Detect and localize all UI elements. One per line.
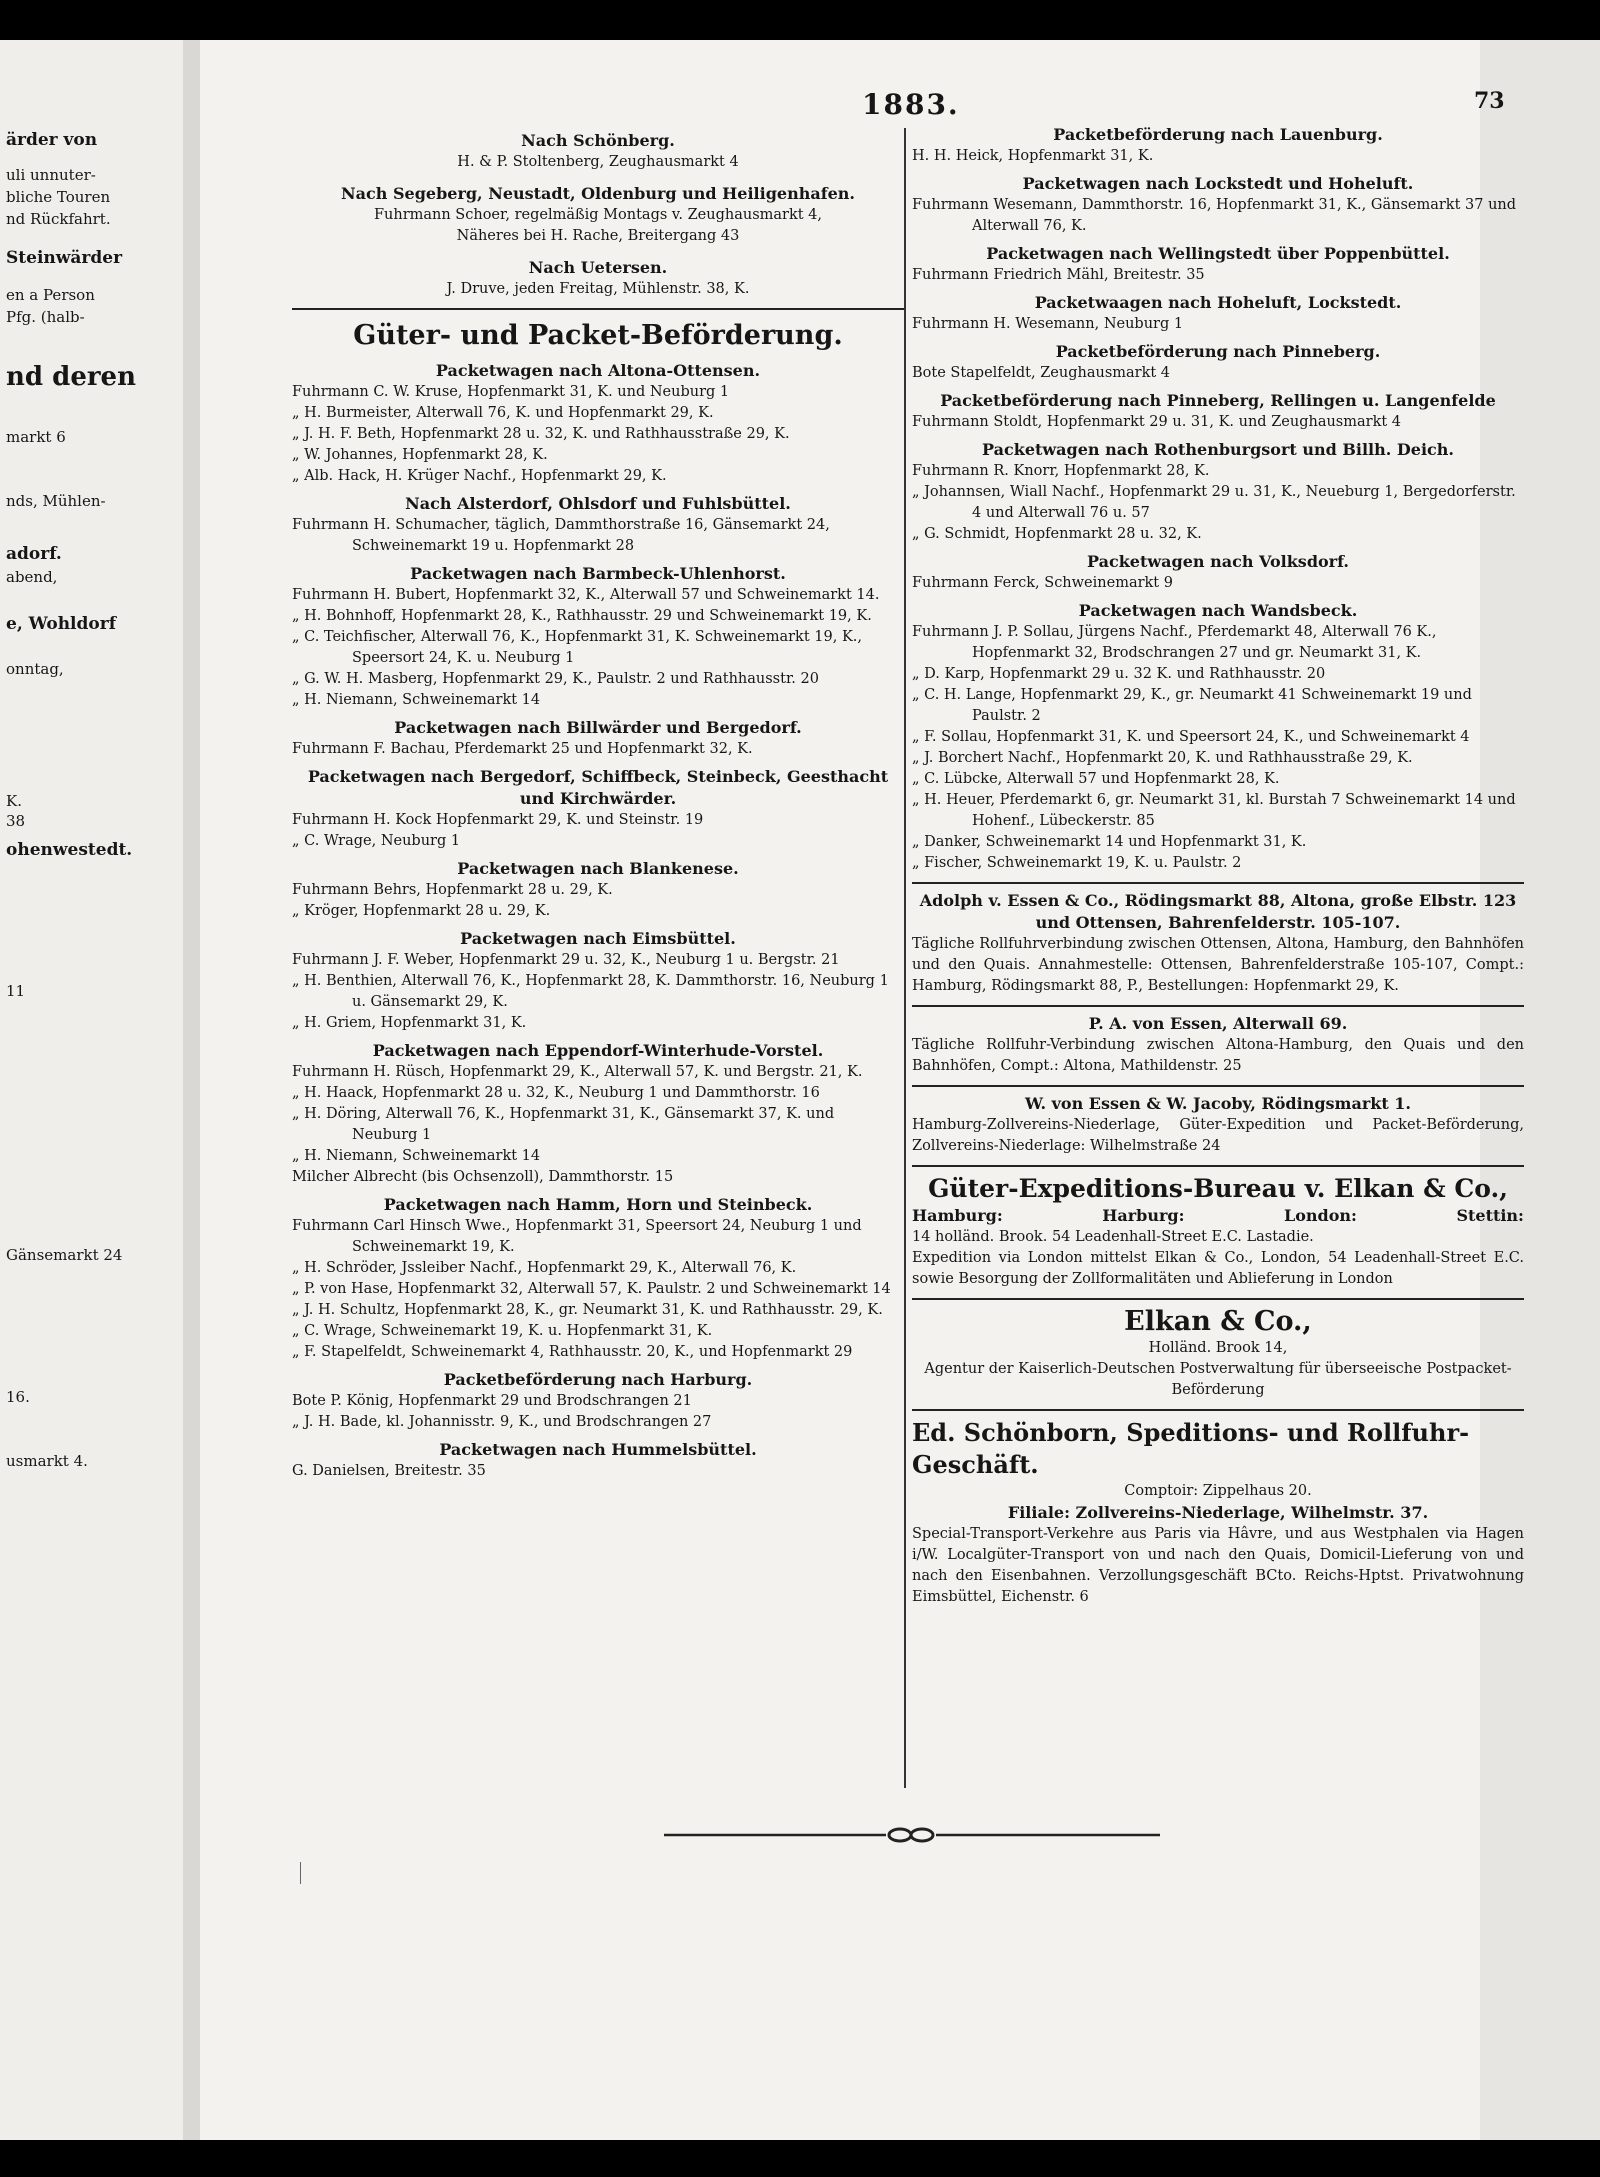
page-year: 1883. <box>862 88 960 121</box>
ad-text: Tägliche Rollfuhrverbindung zwischen Ottensen, Altona, Hamburg, den Bahnhöfen und den Quais. Annahmestelle: Ottensen, Bahrenfelderstraße 105-107, Compt.: Hamburg, Rödingsmarkt 88, P., Bestellungen: Hopfenmarkt 29, K. <box>912 936 1524 994</box>
entry: Bote Stapelfeldt, Zeughausmarkt 4 <box>912 365 1171 381</box>
section-hummelsbuettel <box>292 1439 904 1482</box>
entry: „ H. Burmeister, Alterwall 76, K. und Hopfenmarkt 29, K. <box>292 405 714 421</box>
sliver-line: 38 <box>6 812 26 830</box>
entry: „ W. Johannes, Hopfenmarkt 28, K. <box>292 447 548 463</box>
entry: „ C. Wrage, Schweinemarkt 19, K. u. Hopfenmarkt 31, K. <box>292 1323 713 1339</box>
section-title: Nach Uetersen. <box>528 258 668 277</box>
entry: „ C. Lübcke, Alterwall 57 und Hopfenmarkt 28, K. <box>912 771 1280 787</box>
previous-page-fragment <box>0 40 183 2140</box>
binding-gutter <box>183 40 200 2140</box>
section-schoenberg <box>292 130 904 173</box>
separator-rule <box>912 1409 1524 1411</box>
section-title: Packetwagen nach Bergedorf, Schiffbeck, Steinbeck, Geesthacht und Kirchwärder. <box>307 767 889 808</box>
section-title: Packetbeförderung nach Pinneberg. <box>1055 342 1381 361</box>
entry: „ H. Griem, Hopfenmarkt 31, K. <box>292 1015 527 1031</box>
section-hamm <box>292 1194 904 1363</box>
ad-filiale: Filiale: Zollvereins-Niederlage, Wilhelmstr. 37. <box>1007 1503 1429 1522</box>
entry: Fuhrmann R. Knorr, Hopfenmarkt 28, K. <box>912 463 1210 479</box>
main-title: Güter- und Packet-Beförderung. <box>353 320 843 351</box>
sliver-line: Pfg. (halb- <box>6 308 85 326</box>
entry: „ P. von Hase, Hopfenmarkt 32, Alterwall 57, K. Paulstr. 2 und Schweinemarkt 14 <box>292 1281 891 1297</box>
entry: „ H. Benthien, Alterwall 76, K., Hopfenmarkt 28, K. Dammthorstr. 16, Neuburg 1 u. Gänsemarkt 29, K. <box>292 973 889 1010</box>
entry: „ Alb. Hack, H. Krüger Nachf., Hopfenmarkt 29, K. <box>292 468 667 484</box>
column-divider <box>904 128 906 1788</box>
sliver-line: onntag, <box>6 660 64 678</box>
separator-rule <box>292 308 904 310</box>
section-title: Packetwagen nach Eimsbüttel. <box>460 929 736 948</box>
section-lockstedt <box>912 173 1524 237</box>
section-rellingen <box>912 390 1524 433</box>
ad-schoenborn <box>912 1417 1524 1608</box>
sliver-line: ohenwestedt. <box>6 840 133 860</box>
entry: „ G. Schmidt, Hopfenmarkt 28 u. 32, K. <box>912 526 1202 542</box>
section-title: Packetwagen nach Billwärder und Bergedorf. <box>394 718 802 737</box>
separator-rule <box>912 1085 1524 1087</box>
entry: „ C. H. Lange, Hopfenmarkt 29, K., gr. Neumarkt 41 Schweinemarkt 19 und Paulstr. 2 <box>912 687 1472 724</box>
entry: „ Danker, Schweinemarkt 14 und Hopfenmarkt 31, K. <box>912 834 1307 850</box>
ad-title: Güter-Expeditions-Bureau v. Elkan & Co., <box>928 1174 1508 1203</box>
section-volksdorf <box>912 551 1524 594</box>
section-lauenburg <box>912 124 1524 167</box>
section-title: Nach Alsterdorf, Ohlsdorf und Fuhlsbüttel. <box>405 494 791 513</box>
section-segeberg <box>292 183 904 247</box>
sliver-line: K. <box>6 792 22 810</box>
entry: „ J. Borchert Nachf., Hopfenmarkt 20, K. und Rathhausstraße 29, K. <box>912 750 1413 766</box>
entry: „ C. Wrage, Neuburg 1 <box>292 833 461 849</box>
entry: Fuhrmann J. F. Weber, Hopfenmarkt 29 u. 32, K., Neuburg 1 u. Bergstr. 21 <box>292 952 840 968</box>
entry: „ Johannsen, Wiall Nachf., Hopfenmarkt 29 u. 31, K., Neueburg 1, Bergedorferstr. 4 und Alterwall 76 u. 57 <box>912 484 1516 521</box>
entry: Fuhrmann H. Wesemann, Neuburg 1 <box>912 316 1184 332</box>
section-title: Packetwagen nach Wandsbeck. <box>1078 601 1358 620</box>
section-title: Packetwagen nach Barmbeck-Uhlenhorst. <box>410 564 786 583</box>
entry: Bote P. König, Hopfenmarkt 29 und Brodschrangen 21 <box>292 1393 692 1409</box>
ad-comptoir: Comptoir: Zippelhaus 20. <box>1124 1483 1312 1499</box>
section-blankenese <box>292 858 904 922</box>
ad-text: Tägliche Rollfuhr-Verbindung zwischen Altona-Hamburg, den Quais und den Bahnhöfen, Compt.: Altona, Mathildenstr. 25 <box>912 1037 1524 1074</box>
ad-w-essen-jacoby <box>912 1093 1524 1157</box>
section-title: Packetwagen nach Wellingstedt über Poppenbüttel. <box>986 244 1450 263</box>
section-rothenburgsort <box>912 439 1524 545</box>
section-title: Packetwagen nach Altona-Ottensen. <box>435 361 761 380</box>
ad-address: 14 holländ. Brook. 54 Leadenhall-Street E.C. Lastadie. <box>912 1229 1314 1245</box>
entry: Fuhrmann H. Rüsch, Hopfenmarkt 29, K., Alterwall 57, K. und Bergstr. 21, K. <box>292 1064 863 1080</box>
section-title: Packetwagen nach Eppendorf-Winterhude-Vorstel. <box>372 1041 824 1060</box>
entry: „ H. Bohnhoff, Hopfenmarkt 28, K., Rathhausstr. 29 und Schweinemarkt 19, K. <box>292 608 872 624</box>
sliver-line: en a Person <box>6 286 95 304</box>
ad-elkan-bureau <box>912 1173 1524 1290</box>
entry: „ H. Niemann, Schweinemarkt 14 <box>292 1148 541 1164</box>
right-column <box>912 124 1524 1608</box>
city-list <box>912 1205 1524 1227</box>
separator-rule <box>912 882 1524 884</box>
margin-mark <box>300 1862 301 1884</box>
sliver-line: Steinwärder <box>6 248 123 268</box>
entry: „ H. Niemann, Schweinemarkt 14 <box>292 692 541 708</box>
entry: H. H. Heick, Hopfenmarkt 31, K. <box>912 148 1154 164</box>
separator-rule <box>912 1298 1524 1300</box>
entry: Milcher Albrecht (bis Ochsenzoll), Dammthorstr. 15 <box>292 1169 674 1185</box>
ad-title: W. von Essen & W. Jacoby, Rödingsmarkt 1. <box>1025 1094 1411 1113</box>
section-title: Packetwagen nach Hummelsbüttel. <box>439 1440 757 1459</box>
ad-title: P. A. von Essen, Alterwall 69. <box>1088 1014 1348 1033</box>
entry: Fuhrmann Behrs, Hopfenmarkt 28 u. 29, K. <box>292 882 613 898</box>
sliver-line: nds, Mühlen- <box>6 492 106 510</box>
sliver-line: usmarkt 4. <box>6 1452 88 1470</box>
separator-rule <box>912 1005 1524 1007</box>
ad-title: Adolph v. Essen & Co., Rödingsmarkt 88, Altona, große Elbstr. 123 und Ottensen, Bahrenfelderstr. 105-107. <box>919 891 1517 932</box>
section-title: Packetwagen nach Blankenese. <box>457 859 739 878</box>
entry: „ H. Döring, Alterwall 76, K., Hopfenmarkt 31, K., Gänsemarkt 37, K. und Neuburg 1 <box>292 1106 835 1143</box>
sliver-line: uli unnuter- <box>6 166 96 184</box>
ad-address: Holländ. Brook 14, <box>1148 1340 1288 1356</box>
city-stettin: Stettin: <box>1456 1206 1524 1225</box>
section-pinneberg <box>912 341 1524 384</box>
sliver-line: markt 6 <box>6 428 66 446</box>
sliver-line: nd deren <box>6 362 136 392</box>
sliver-line: bliche Touren <box>6 188 111 206</box>
section-bergedorf <box>292 766 904 852</box>
sliver-line: 16. <box>6 1388 30 1406</box>
city-hamburg: Hamburg: <box>912 1206 1003 1225</box>
ad-adolph-essen <box>912 890 1524 997</box>
entry: „ C. Teichfischer, Alterwall 76, K., Hopfenmarkt 31, K. Schweinemarkt 19, K., Speersort 24, K. u. Neuburg 1 <box>292 629 862 666</box>
ad-text: Agentur der Kaiserlich-Deutschen Postverwaltung für überseeische Postpacket-Beförderung <box>924 1361 1512 1398</box>
entry: Näheres bei H. Rache, Breitergang 43 <box>456 228 740 244</box>
section-title: Packetwagen nach Rothenburgsort und Billh. Deich. <box>982 440 1454 459</box>
section-title: Packetwagen nach Volksdorf. <box>1087 552 1349 571</box>
entry: Fuhrmann Stoldt, Hopfenmarkt 29 u. 31, K. und Zeughausmarkt 4 <box>912 414 1402 430</box>
entry: Fuhrmann Carl Hinsch Wwe., Hopfenmarkt 31, Speersort 24, Neuburg 1 und Schweinemarkt 19, K. <box>292 1218 862 1255</box>
ad-elkan-agency <box>912 1306 1524 1401</box>
section-wellingstedt <box>912 243 1524 286</box>
city-london: London: <box>1284 1206 1357 1225</box>
ad-text: Special-Transport-Verkehre aus Paris via Hâvre, und aus Westphalen via Hagen i/W. Localgüter-Transport von und nach den Quais, Domicil-Lieferung von und nach den Eisenbahnen. Verzollungsgeschäft BCto. Reichs-Hptst. Privatwohnung Eimsbüttel, Eichenstr. 6 <box>912 1526 1524 1605</box>
section-uetersen <box>292 257 904 300</box>
entry: „ Fischer, Schweinemarkt 19, K. u. Paulstr. 2 <box>912 855 1242 871</box>
ad-title: Ed. Schönborn, Speditions- und Rollfuhr-Geschäft. <box>912 1418 1470 1479</box>
sliver-line: nd Rückfahrt. <box>6 210 111 228</box>
entry: J. Druve, jeden Freitag, Mühlenstr. 38, K. <box>446 281 750 297</box>
section-barmbeck <box>292 563 904 711</box>
entry: „ J. H. Bade, kl. Johannisstr. 9, K., und Brodschrangen 27 <box>292 1414 712 1430</box>
sliver-line: 11 <box>6 982 26 1000</box>
section-title: Packetwagen nach Lockstedt und Hoheluft. <box>1022 174 1414 193</box>
closing-ornament <box>664 1826 1160 1844</box>
city-harburg: Harburg: <box>1102 1206 1185 1225</box>
section-title: Packetwagen nach Hamm, Horn und Steinbeck. <box>383 1195 813 1214</box>
ad-text: Expedition via London mittelst Elkan & Co., London, 54 Leadenhall-Street E.C. sowie Besorgung der Zollformalitäten und Ablieferung in London <box>912 1250 1524 1287</box>
section-title: Nach Schönberg. <box>521 131 675 150</box>
entry: „ D. Karp, Hopfenmarkt 29 u. 32 K. und Rathhausstr. 20 <box>912 666 1326 682</box>
entry: „ Kröger, Hopfenmarkt 28 u. 29, K. <box>292 903 551 919</box>
separator-rule <box>912 1165 1524 1167</box>
section-billwaerder <box>292 717 904 760</box>
entry: Fuhrmann Wesemann, Dammthorstr. 16, Hopfenmarkt 31, K., Gänsemarkt 37 und Alterwall 76, K. <box>912 197 1517 234</box>
entry: „ H. Heuer, Pferdemarkt 6, gr. Neumarkt 31, kl. Burstah 7 Schweinemarkt 14 und Hohenf., Lübeckerstr. 85 <box>912 792 1516 829</box>
entry: Fuhrmann Schoer, regelmäßig Montags v. Zeughausmarkt 4, <box>373 207 823 223</box>
entry: Fuhrmann H. Kock Hopfenmarkt 29, K. und Steinstr. 19 <box>292 812 704 828</box>
section-title: Packetbeförderung nach Harburg. <box>443 1370 753 1389</box>
entry: „ H. Haack, Hopfenmarkt 28 u. 32, K., Neuburg 1 und Dammthorstr. 16 <box>292 1085 820 1101</box>
entry: Fuhrmann H. Bubert, Hopfenmarkt 32, K., Alterwall 57 und Schweinemarkt 14. <box>292 587 880 603</box>
page-number: 73 <box>1474 88 1505 114</box>
sliver-line: Gänsemarkt 24 <box>6 1246 123 1264</box>
left-column <box>292 124 904 1482</box>
entry: „ G. W. H. Masberg, Hopfenmarkt 29, K., Paulstr. 2 und Rathhausstr. 20 <box>292 671 819 687</box>
sliver-line: e, Wohldorf <box>6 614 117 634</box>
entry: „ F. Stapelfeldt, Schweinemarkt 4, Rathhausstr. 20, K., und Hopfenmarkt 29 <box>292 1344 853 1360</box>
entry: Fuhrmann J. P. Sollau, Jürgens Nachf., Pferdemarkt 48, Alterwall 76 K., Hopfenmarkt 32, Brodschrangen 27 und gr. Neumarkt 31, K. <box>912 624 1437 661</box>
entry: „ J. H. Schultz, Hopfenmarkt 28, K., gr. Neumarkt 31, K. und Rathhausstr. 29, K. <box>292 1302 883 1318</box>
section-wandsbeck <box>912 600 1524 874</box>
entry: Fuhrmann C. W. Kruse, Hopfenmarkt 31, K. und Neuburg 1 <box>292 384 730 400</box>
entry: „ F. Sollau, Hopfenmarkt 31, K. und Speersort 24, K., und Schweinemarkt 4 <box>912 729 1470 745</box>
section-title: Packetbeförderung nach Lauenburg. <box>1053 125 1383 144</box>
section-altona <box>292 360 904 487</box>
sliver-line: adorf. <box>6 544 62 564</box>
entry: „ J. H. F. Beth, Hopfenmarkt 28 u. 32, K. und Rathhausstraße 29, K. <box>292 426 790 442</box>
section-title: Nach Segeberg, Neustadt, Oldenburg und Heiligenhafen. <box>341 184 855 203</box>
ad-pa-essen <box>912 1013 1524 1077</box>
entry: „ H. Schröder, Jssleiber Nachf., Hopfenmarkt 29, K., Alterwall 76, K. <box>292 1260 797 1276</box>
entry: Fuhrmann F. Bachau, Pferdemarkt 25 und Hopfenmarkt 32, K. <box>292 741 753 757</box>
section-hoheluft <box>912 292 1524 335</box>
section-title: Packetbeförderung nach Pinneberg, Rellingen u. Langenfelde <box>940 391 1496 410</box>
ad-text: Hamburg-Zollvereins-Niederlage, Güter-Expedition und Packet-Beförderung, Zollvereins-Niederlage: Wilhelmstraße 24 <box>912 1117 1524 1154</box>
section-harburg <box>292 1369 904 1433</box>
entry: Fuhrmann Friedrich Mähl, Breitestr. 35 <box>912 267 1205 283</box>
section-eimsbuettel <box>292 928 904 1034</box>
section-eppendorf <box>292 1040 904 1188</box>
ad-title: Elkan & Co., <box>1124 1306 1312 1337</box>
entry: Fuhrmann H. Schumacher, täglich, Dammthorstraße 16, Gänsemarkt 24, Schweinemarkt 19 u. Hopfenmarkt 28 <box>292 517 830 554</box>
entry: H. & P. Stoltenberg, Zeughausmarkt 4 <box>457 154 739 170</box>
section-alsterdorf <box>292 493 904 557</box>
entry: G. Danielsen, Breitestr. 35 <box>292 1463 486 1479</box>
sliver-line: ärder von <box>6 130 98 150</box>
sliver-line: abend, <box>6 568 58 586</box>
entry: Fuhrmann Ferck, Schweinemarkt 9 <box>912 575 1173 591</box>
section-title: Packetwaagen nach Hoheluft, Lockstedt. <box>1034 293 1402 312</box>
